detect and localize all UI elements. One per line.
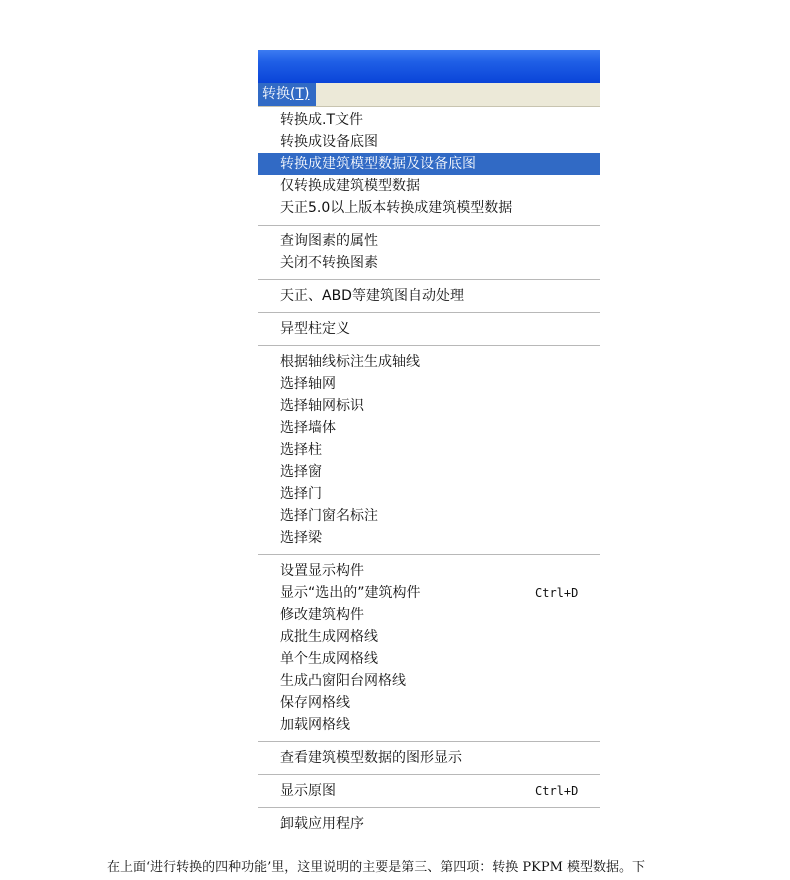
menu-item-label: 单个生成网格线: [280, 651, 378, 667]
menu-item-label: 成批生成网格线: [280, 629, 378, 645]
menu-item-label: 选择门: [280, 486, 322, 502]
menu-item-special-column-definition[interactable]: [258, 318, 600, 340]
menu-item-label: 选择窗: [280, 464, 322, 480]
menu-item-select-walls[interactable]: [258, 417, 600, 439]
menu-separator: [258, 312, 600, 313]
menu-convert[interactable]: [258, 83, 316, 106]
menu-item-select-columns[interactable]: [258, 439, 600, 461]
menu-item-label: 选择轴网标识: [280, 398, 364, 414]
menu-item-label: 设置显示构件: [280, 563, 364, 579]
menu-item-query-element-properties[interactable]: [258, 230, 600, 252]
menu-item-convert-to-t-file[interactable]: [258, 109, 600, 131]
menu-item-convert-building-model-only[interactable]: [258, 175, 600, 197]
menu-separator: [258, 774, 600, 775]
menu-separator: [258, 225, 600, 226]
menu-item-label: 选择门窗名标注: [280, 508, 378, 524]
menu-item-show-original-drawing[interactable]: [258, 780, 600, 802]
menu-item-label: 天正、ABD等建筑图自动处理: [280, 288, 464, 304]
menu-separator: [258, 279, 600, 280]
menu-item-label: 选择轴网: [280, 376, 336, 392]
menu-item-label: 仅转换成建筑模型数据: [280, 178, 420, 194]
menu-item-save-grid-lines[interactable]: [258, 692, 600, 714]
menu-item-label: 保存网格线: [280, 695, 350, 711]
menu-item-label: 加载网格线: [280, 717, 350, 733]
menu-item-generate-bay-window-balcony-grid[interactable]: [258, 670, 600, 692]
menu-item-label: 选择墙体: [280, 420, 336, 436]
menu-separator: [258, 807, 600, 808]
menu-item-label: 选择柱: [280, 442, 322, 458]
menu-item-select-doors[interactable]: [258, 483, 600, 505]
menu-item-show-selected-components[interactable]: [258, 582, 600, 604]
menu-item-convert-to-equipment-base[interactable]: [258, 131, 600, 153]
menu-item-label: 显示原图: [280, 783, 336, 799]
document-caption: 在上面‘进行转换的四种功能’里，这里说明的主要是第三、第四项：转换 PKPM 模型数据。下: [107, 860, 646, 875]
menu-item-view-building-model-graphics[interactable]: [258, 747, 600, 769]
menu-separator: [258, 554, 600, 555]
menu-convert-label: 转换: [262, 86, 290, 102]
menu-item-load-grid-lines[interactable]: [258, 714, 600, 736]
menu-item-select-beams[interactable]: [258, 527, 600, 549]
menu-item-label: 天正5.0以上版本转换成建筑模型数据: [280, 200, 513, 216]
menu-item-label: 卸载应用程序: [280, 816, 364, 832]
menu-item-modify-building-components[interactable]: [258, 604, 600, 626]
menu-item-label: 根据轴线标注生成轴线: [280, 354, 420, 370]
menu-item-label: 关闭不转换图素: [280, 255, 378, 271]
menu-item-generate-axis-from-dimensions[interactable]: [258, 351, 600, 373]
menu-item-batch-generate-grid-lines[interactable]: [258, 626, 600, 648]
menu-item-auto-process-architecture-drawings[interactable]: [258, 285, 600, 307]
menu-item-label: 查看建筑模型数据的图形显示: [280, 750, 462, 766]
menu-item-label: 选择梁: [280, 530, 322, 546]
window-title-bar: [258, 50, 600, 83]
menu-item-select-axis-grid-labels[interactable]: [258, 395, 600, 417]
menu-item-select-windows[interactable]: [258, 461, 600, 483]
menu-item-set-display-components[interactable]: [258, 560, 600, 582]
menu-item-single-generate-grid-line[interactable]: [258, 648, 600, 670]
menu-item-label: 转换成设备底图: [280, 134, 378, 150]
menu-separator: [258, 345, 600, 346]
menu-item-label: 修改建筑构件: [280, 607, 364, 623]
menu-item-label: 转换成建筑模型数据及设备底图: [280, 156, 476, 172]
menu-item-label: 转换成.T文件: [280, 112, 364, 128]
menu-item-shortcut: Ctrl+D: [535, 586, 579, 600]
menu-item-tangent-convert-building-model[interactable]: [258, 197, 600, 219]
menu-bar: [258, 83, 600, 107]
menu-item-close-unconverted-elements[interactable]: [258, 252, 600, 274]
menu-item-label: 异型柱定义: [280, 321, 350, 337]
menu-item-select-axis-grid[interactable]: [258, 373, 600, 395]
menu-item-label: 查询图素的属性: [280, 233, 378, 249]
convert-dropdown-menu: [258, 107, 600, 842]
menu-item-shortcut: Ctrl+D: [535, 784, 579, 798]
menu-item-convert-to-building-model-and-equipment-base[interactable]: [258, 153, 600, 175]
menu-item-label: 生成凸窗阳台网格线: [280, 673, 406, 689]
menu-convert-accelerator: (T): [290, 86, 310, 102]
menu-item-select-door-window-labels[interactable]: [258, 505, 600, 527]
menu-item-unload-application[interactable]: [258, 813, 600, 835]
menu-item-label: 显示“选出的”建筑构件: [280, 585, 421, 601]
menu-separator: [258, 741, 600, 742]
